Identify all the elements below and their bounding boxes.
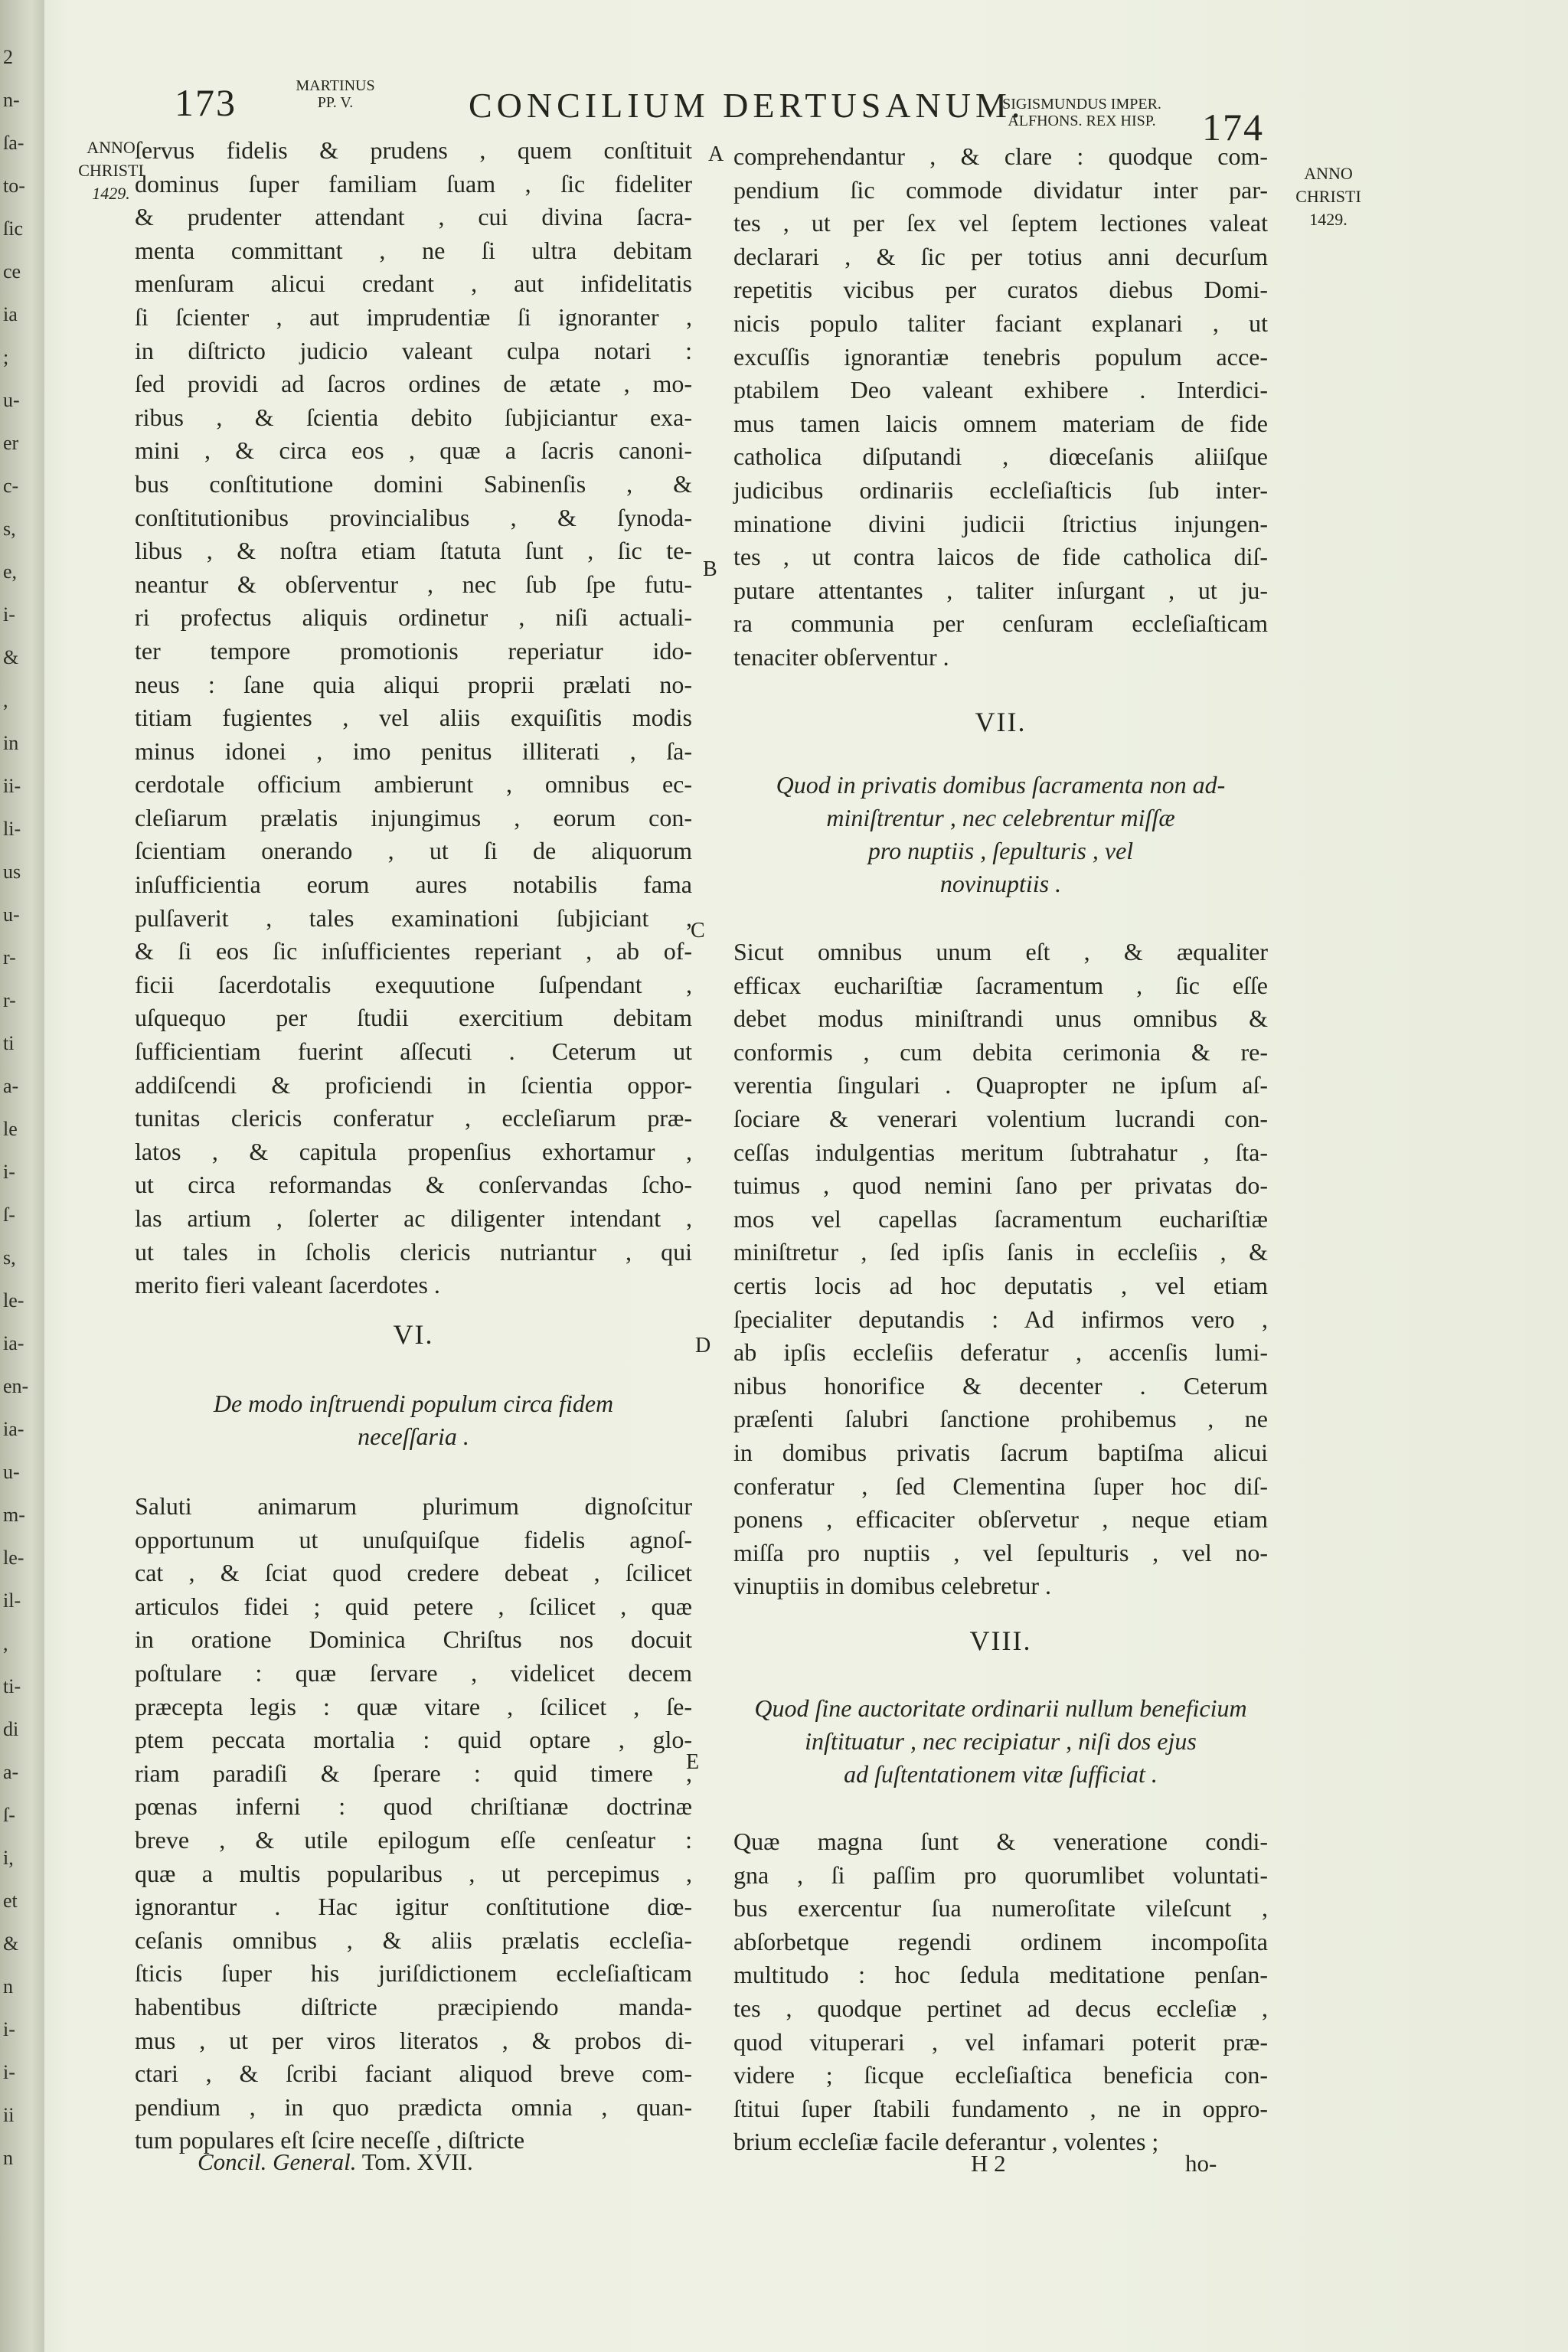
text-line: multitudo : hoc ſedula meditatione penſan-	[733, 1961, 1268, 1989]
right-margin-year-note	[1282, 162, 1374, 231]
text-line: latos , & capitula propenſius exhortamur ,	[135, 1137, 692, 1165]
header-pope-name: MARTINUS	[296, 77, 375, 94]
text-line: mus , ut per viros literatos , & probos di-	[135, 2026, 692, 2054]
text-line: Quæ magna ſunt & veneratione condi-	[733, 1828, 1268, 1855]
text-line: addiſcendi & proficiendi in ſcientia oppor-	[135, 1070, 692, 1099]
facing-page-fragment: il-	[3, 1589, 21, 1612]
text-line: pœnas inferni : quod chriſtianæ doctrinæ	[135, 1792, 692, 1821]
facing-page-fragment: in	[3, 732, 19, 754]
text-line: quæ a multis popularibus , ut percepimus ,	[135, 1859, 692, 1887]
text-line: miniſtretur , ſed ipſis ſanis in eccleſiis , &	[733, 1238, 1268, 1266]
rubric-line: neceſſaria .	[358, 1423, 469, 1450]
text-line: las artium , ſolerter ac diligenter intendant ,	[135, 1204, 692, 1232]
text-line: pendium ſic commode dividatur inter par-	[733, 175, 1268, 204]
text-line: quod vituperari , vel infamari poterit præ-	[733, 2027, 1268, 2056]
facing-page-fragment: ti	[3, 1032, 15, 1054]
facing-page-fragment: en-	[3, 1375, 29, 1397]
text-line: opportunum ut unuſquiſque fidelis agnoſ-	[135, 1525, 692, 1553]
text-line: tunitas clericis conferatur , eccleſiarum præ-	[135, 1104, 692, 1132]
text-line: pendium , in quo prædicta omnia , quan-	[135, 2092, 692, 2121]
margin-year: 1429.	[92, 184, 130, 203]
text-line: cat , & ſciat quod credere debeat , ſcilicet	[135, 1559, 692, 1587]
left-column-text-1	[135, 134, 692, 1302]
rubric-line: inſtituatur , nec recipiatur , niſi dos ejus	[805, 1727, 1197, 1755]
left-page-number: 173	[175, 81, 237, 124]
section-letter-d: D	[695, 1334, 711, 1357]
text-line: efficax euchariſtiæ ſacramentum , ſic eſſe	[733, 971, 1268, 999]
text-line: & prudenter attendant , cui divina ſacra-	[135, 203, 692, 231]
text-line: ut circa reformandas & conſervandas ſcho-	[135, 1171, 692, 1199]
text-line: conformis , cum debita cerimonia & re-	[733, 1037, 1268, 1066]
facing-page-fragment: ,	[3, 689, 8, 711]
facing-page-fragment: m-	[3, 1504, 25, 1526]
facing-page-fragment: &	[3, 646, 19, 668]
section-letter-c: C	[691, 919, 705, 942]
section-letter-b: B	[703, 557, 717, 581]
facing-page-fragment: i-	[3, 603, 15, 626]
footer-tome: Tom. XVII.	[361, 2148, 473, 2175]
facing-page-fragment: ia-	[3, 1418, 24, 1440]
signature-mark: H 2	[971, 2150, 1006, 2177]
facing-page-fragment: di	[3, 1718, 19, 1740]
catchword: ho-	[1185, 2150, 1217, 2177]
facing-page-fragment: &	[3, 1932, 19, 1955]
text-line: poſtulare : quæ ſervare , videlicet decem	[135, 1658, 692, 1687]
text-line: ignorantur . Hac igitur conſtitutione diœ-	[135, 1893, 692, 1921]
text-line: præſenti ſalubri ſanctione prohibemus , ne	[733, 1405, 1268, 1433]
text-line: conferatur , ſed Clementina ſuper hoc diſ-	[733, 1472, 1268, 1500]
text-line: miſſa pro nuptiis , vel ſepulturis , vel no-	[733, 1538, 1268, 1566]
text-line: conſtitutionibus provincialibus , & ſynoda-	[135, 503, 692, 531]
facing-page-fragment: to-	[3, 175, 25, 197]
facing-page-fragment: ti-	[3, 1675, 21, 1697]
text-line: merito fieri valeant ſacerdotes .	[135, 1271, 440, 1299]
text-line: nicis populo taliter faciant explanari , ut	[733, 309, 1268, 337]
facing-page-fragment: e,	[3, 560, 18, 583]
margin-anno: ANNO	[1304, 164, 1353, 183]
rubric-line: De modo inſtruendi populum circa fidem	[213, 1390, 614, 1417]
facing-page-fragment: ii	[3, 2104, 15, 2126]
facing-page-fragment: i-	[3, 2018, 15, 2040]
text-line: tenaciter obſerventur .	[733, 642, 949, 671]
section-7-rubric	[733, 769, 1268, 900]
text-line: ribus , & ſcientia debito ſubjiciantur exa-	[135, 403, 692, 431]
text-line: bus conſtitutione domini Sabinenſis , &	[135, 469, 692, 498]
text-line: ſi ſcienter , aut imprudentiæ ſi ignoranter ,	[135, 302, 692, 331]
facing-page-fragment: ia	[3, 303, 18, 325]
facing-page-fragment: le-	[3, 1547, 24, 1569]
text-line: catholica diſputandi , diœceſanis aliiſque	[733, 443, 1268, 471]
text-line: riam paradiſi & ſperare : quid timere ,	[135, 1759, 692, 1787]
facing-page-fragment: er	[3, 432, 19, 454]
text-line: tuimus , quod nemini ſano per privatas do-	[733, 1171, 1268, 1200]
facing-page-fragment: ,	[3, 1632, 8, 1655]
text-line: bus exercentur ſua numeroſitate vileſcunt ,	[733, 1894, 1268, 1922]
facing-page-fragment: ii-	[3, 775, 21, 797]
text-line: titiam fugientes , vel aliis exquiſitis modis	[135, 704, 692, 732]
text-line: mus tamen laicis omnem materiam de fide	[733, 409, 1268, 437]
text-line: tes , ut per ſex vel ſeptem lectiones valeat	[733, 209, 1268, 237]
text-line: articulos fidei ; quid petere , ſcilicet , quæ	[135, 1592, 692, 1620]
right-column-text-1	[733, 140, 1268, 675]
facing-page-fragment: ſic	[3, 217, 23, 240]
facing-page-fragment: n-	[3, 89, 20, 111]
rubric-line: miniſtrentur , nec celebrentur miſſæ	[826, 804, 1175, 831]
section-8-number: VIII.	[969, 1625, 1032, 1656]
left-column-text-2	[135, 1490, 692, 2158]
text-line: cleſiarum prælatis injungimus , eorum con-	[135, 803, 692, 831]
text-line: ceſanis omnibus , & aliis prælatis eccleſia-	[135, 1926, 692, 1954]
facing-page-fragment: ia-	[3, 1332, 24, 1354]
right-column-text-2	[733, 936, 1268, 1603]
section-8-rubric	[733, 1692, 1268, 1791]
text-line: mini , & circa eos , quæ a ſacris canoni-	[135, 436, 692, 465]
facing-page-fragment: i,	[3, 1847, 14, 1869]
text-line: & ſi eos ſic inſufficientes reperiant , ab of-	[135, 937, 692, 965]
text-line: ctari , & ſcribi faciant aliquod breve com-	[135, 2060, 692, 2088]
text-line: judicibus ordinariis eccleſiaſticis ſub inter-	[733, 475, 1268, 504]
text-line: abſorbetque regendi ordinem incompoſita	[733, 1927, 1268, 1955]
text-line: declarari , & ſic per totius anni decurſum	[733, 242, 1268, 270]
facing-page-fragment: i-	[3, 2061, 15, 2083]
text-line: ſociare & venerari volentium lucrandi con-	[733, 1104, 1268, 1132]
text-line: repetitis vicibus per curatos diebus Domi-	[733, 276, 1268, 304]
text-line: ſervus fidelis & prudens , quem conſtituit	[135, 136, 692, 164]
text-line: ſufficientiam fuerint aſſecuti . Ceterum ut	[135, 1037, 692, 1066]
header-title: CONCILIUM DERTUSANUM.	[469, 86, 1025, 125]
text-line: comprehendantur , & clare : quodque com-	[733, 142, 1268, 170]
text-line: minatione divini judicii ſtrictius injungen-	[733, 509, 1268, 537]
text-line: ficii ſacerdotalis exequutione ſuſpendant ,	[135, 970, 692, 998]
facing-page-fragment: 2	[3, 46, 13, 68]
facing-page-fragment: ſa-	[3, 132, 24, 154]
facing-page-fragment: c-	[3, 475, 19, 497]
text-line: ra communia per cenſuram eccleſiaſticam	[733, 609, 1268, 638]
facing-page-fragment: et	[3, 1890, 18, 1912]
text-line: ut tales in ſcholis clericis nutriantur , qui	[135, 1237, 692, 1266]
text-line: videre ; ſicque eccleſiaſtica beneficia con-	[733, 2061, 1268, 2089]
facing-page-fragment: r-	[3, 989, 16, 1011]
text-line: pulſaverit , tales examinationi ſubjiciant ,	[135, 903, 692, 932]
header-pope-title: PP. V.	[317, 94, 354, 111]
rubric-line: Quod in privatis domibus ſacramenta non ad-	[776, 771, 1226, 799]
text-line: libus , & noſtra etiam ſtatuta ſunt , ſic te-	[135, 537, 692, 565]
header-king: ALFHONS. REX HISP.	[1008, 113, 1156, 129]
text-line: mos vel capellas ſacramentum euchariſtiæ	[733, 1204, 1268, 1233]
header-rulers	[971, 96, 1193, 129]
margin-christi: CHRISTI	[1295, 187, 1361, 206]
facing-page-fragment: li-	[3, 818, 21, 840]
text-line: ceſſas indulgentias meritum ſubtrahatur , ſta-	[733, 1138, 1268, 1166]
margin-christi: CHRISTI	[78, 161, 144, 180]
section-7-number: VII.	[975, 707, 1027, 737]
adjacent-page-edge	[0, 0, 44, 2352]
facing-page-fragment: ſ-	[3, 1204, 15, 1226]
text-line: tum populares eſt ſcire neceſſe , diſtricte	[135, 2126, 525, 2154]
rubric-line: novinuptiis .	[939, 870, 1062, 897]
facing-page-fragment: us	[3, 861, 21, 883]
facing-page-fragment: ce	[3, 260, 21, 283]
facing-page-fragment: u-	[3, 903, 20, 926]
text-line: uſquequo per ſtudii exercitium debitam	[135, 1004, 692, 1032]
facing-page-fragment: r-	[3, 946, 16, 969]
footer-volume-note	[198, 2148, 473, 2176]
rubric-line: Quod ſine auctoritate ordinarii nullum beneficium	[754, 1694, 1247, 1722]
header-pope	[289, 77, 381, 111]
facing-page-fragment: i-	[3, 1161, 15, 1183]
margin-year: 1429.	[1309, 210, 1348, 229]
text-line: debet modus miniſtrandi unus omnibus &	[733, 1004, 1268, 1033]
text-line: excuſſis ignorantiæ tenebris populum acce-	[733, 342, 1268, 371]
facing-page-fragment: n	[3, 2147, 13, 2169]
facing-page-fragment: u-	[3, 1461, 20, 1483]
text-line: menſuram alicui credant , aut infidelitatis	[135, 270, 692, 298]
facing-page-fragment: ſ-	[3, 1804, 15, 1826]
text-line: in diſtricto judicio valeant culpa notari :	[135, 336, 692, 364]
text-line: ptem peccata mortalia : quid optare , glo-	[135, 1726, 692, 1754]
text-line: in domibus privatis ſacrum baptiſma alicui	[733, 1438, 1268, 1466]
text-line: ſed providi ad ſacros ordines de ætate , mo-	[135, 370, 692, 398]
facing-page-fragment: n	[3, 1975, 13, 1998]
text-line: tes , quodque pertinet ad decus eccleſiæ ,	[733, 1994, 1268, 2022]
facing-page-fragment: le-	[3, 1289, 24, 1312]
text-line: ſtitui ſuper ſtabili fundamento , ne in oppro-	[733, 2094, 1268, 2122]
text-line: Saluti animarum plurimum dignoſcitur	[135, 1492, 692, 1520]
text-line: nibus honorifice & decenter . Ceterum	[733, 1371, 1268, 1400]
text-line: ponens , efficaciter obſervetur , neque etiam	[733, 1505, 1268, 1534]
text-line: inſufficientia eorum aures notabilis fama	[135, 871, 692, 899]
right-page-number: 174	[1202, 106, 1264, 149]
facing-page-fragment: u-	[3, 389, 20, 411]
text-line: vinuptiis in domibus celebretur .	[733, 1572, 1052, 1600]
text-line: certis locis ad hoc deputatis , vel etiam	[733, 1271, 1268, 1299]
right-column-text-3	[733, 1825, 1268, 2159]
text-line: gna , ſi paſſim pro quorumlibet voluntati-	[733, 1860, 1268, 1889]
facing-page-fragment: le	[3, 1118, 18, 1140]
rubric-line: pro nuptiis , ſepulturis , vel	[867, 837, 1134, 864]
text-line: ab ipſis eccleſiis deferatur , accenſis lumi-	[733, 1338, 1268, 1367]
text-line: præcepta legis : quæ vitare , ſcilicet , ſe-	[135, 1692, 692, 1720]
facing-page-fragment: a-	[3, 1761, 19, 1783]
text-line: ſpecialiter deputandis : Ad infirmos vero ,	[733, 1305, 1268, 1333]
text-line: menta committant , ne ſi ultra debitam	[135, 236, 692, 264]
text-line: habentibus diſtricte præcipiendo manda-	[135, 1992, 692, 2020]
facing-page-fragment: s,	[3, 518, 16, 540]
facing-page-fragment: ;	[3, 346, 9, 368]
text-line: tes , ut contra laicos de fide catholica diſ-	[733, 543, 1268, 571]
header-emperor: SIGISMUNDUS IMPER.	[1002, 96, 1161, 113]
text-line: putare attentantes , taliter inſurgant , ut ju-	[733, 576, 1268, 604]
text-line: in oratione Dominica Chriſtus nos docuit	[135, 1625, 692, 1654]
text-line: cerdotale officium ambierunt , omnibus ec-	[135, 770, 692, 799]
text-line: ſticis ſuper his juriſdictionem eccleſiaſticam	[135, 1959, 692, 1988]
text-line: ſcientiam onerando , ut ſi de aliquorum	[135, 837, 692, 865]
text-line: brium eccleſiæ facile deferantur , volentes ;	[733, 2128, 1159, 2156]
text-line: dominus ſuper familiam ſuam , ſic fideliter	[135, 169, 692, 198]
text-line: verentia ſingulari . Quapropter ne ipſum aſ-	[733, 1071, 1268, 1099]
facing-page-fragment: s,	[3, 1246, 16, 1269]
section-6-rubric	[135, 1387, 692, 1453]
text-line: ri profectus aliquis ordinetur , niſi actuali-	[135, 603, 692, 632]
rubric-line: ad ſuſtentationem vitæ ſufficiat .	[844, 1760, 1158, 1788]
section-6-number: VI.	[393, 1319, 434, 1350]
facing-page-fragment: a-	[3, 1075, 19, 1097]
margin-anno: ANNO	[87, 138, 136, 157]
text-line: neus : ſane quia aliqui proprii prælati no-	[135, 670, 692, 698]
text-line: ptabilem Deo valeant exhibere . Interdici-	[733, 376, 1268, 404]
footer-collection: Concil. General.	[198, 2148, 357, 2175]
text-line: minus idonei , imo penitus illiterati , ſa-	[135, 737, 692, 765]
text-line: Sicut omnibus unum eſt , & æqualiter	[733, 938, 1268, 965]
text-line: ter tempore promotionis reperiatur ido-	[135, 636, 692, 665]
text-line: breve , & utile epilogum eſſe cenſeatur :	[135, 1825, 692, 1854]
text-line: neantur & obſerventur , nec ſub ſpe futu-	[135, 570, 692, 598]
section-letter-a: A	[708, 142, 724, 166]
section-letter-e: E	[686, 1750, 700, 1774]
